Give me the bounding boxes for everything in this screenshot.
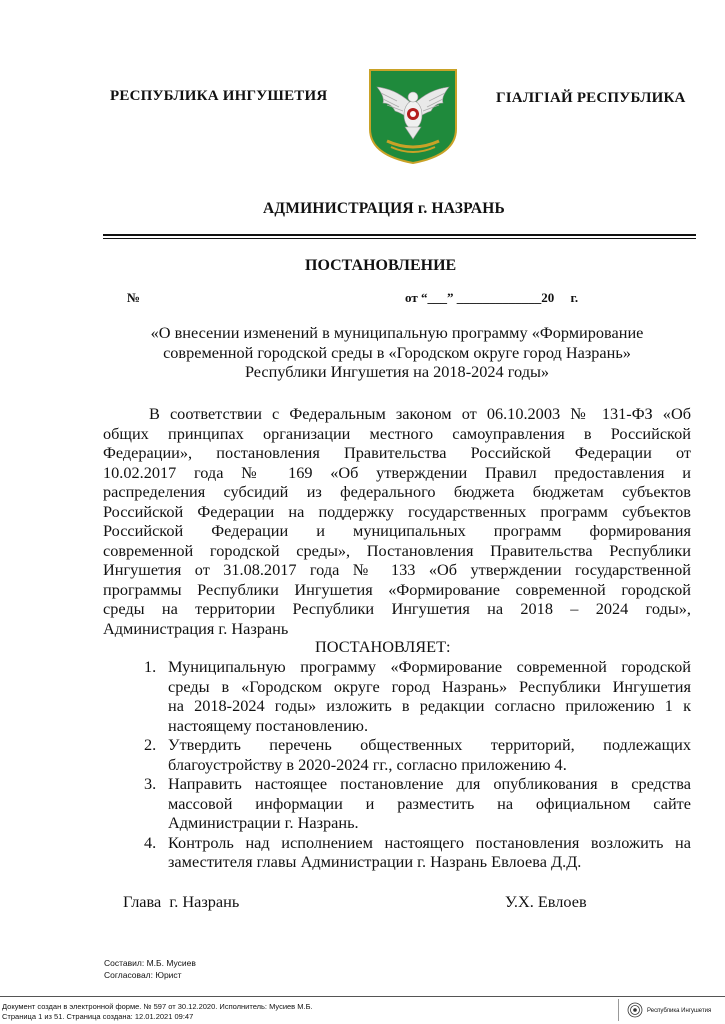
list-item-line: на 2018-2024 годы» изложить в редакции согласно приложению 1 к — [168, 696, 691, 715]
footer-brand-text: Республика Ингушетия — [647, 1008, 712, 1014]
preamble-line: Ингушетия от 31.08.2017 года № 133 «Об утверждении государственной — [103, 560, 691, 579]
list-item — [144, 774, 691, 833]
preamble-line: Российской Федерации и муниципальных программ формирования — [103, 521, 691, 540]
preamble-line: распределения субсидий из федерального бюджета бюджетам субъектов — [103, 482, 691, 501]
list-item-number: 1. — [144, 657, 157, 676]
list-item-line: массовой информации и разместить на официальном сайте — [168, 793, 691, 813]
header-divider — [103, 234, 696, 236]
resolves-heading: ПОСТАНОВЛЯЕТ: — [315, 637, 451, 656]
footer-page-info: Страница 1 из 51. Страница создана: 12.01.2021 09:47 — [2, 1012, 194, 1021]
document-type: ПОСТАНОВЛЕНИЕ — [305, 257, 457, 274]
list-item-line: настоящему постановлению. — [168, 715, 369, 735]
document-date-line: от “___” _____________20 г. — [405, 290, 579, 305]
preamble-line: общих принципах организации местного самоуправления в Российской — [103, 423, 691, 443]
document-subject — [103, 323, 691, 382]
administration-title: АДМИНИСТРАЦИЯ г. НАЗРАНЬ — [263, 200, 505, 217]
compiled-by: Составил: М.Б. Мусиев — [104, 958, 196, 968]
list-item-line: Утвердить перечень общественных территорий, подлежащих — [168, 735, 691, 754]
preamble-line: Администрация г. Назрань — [103, 618, 289, 638]
agreed-by: Согласовал: Юрист — [104, 970, 182, 980]
list-item-number: 4. — [144, 832, 157, 852]
list-item — [144, 833, 691, 872]
list-item — [144, 657, 691, 735]
document-number-label: № — [127, 290, 141, 305]
footer-brand — [618, 999, 723, 1021]
list-item-line: Контроль над исполнением настоящего постановления возложить на — [168, 832, 691, 852]
preamble-line: 10.02.2017 года № 169 «Об утверждении Правил предоставления и — [103, 462, 691, 482]
preamble-line: В соответствии с Федеральным законом от 06.10.2003 № 131-ФЗ «Об — [149, 404, 691, 423]
preamble-line: Российской Федерации на поддержку государственных программ субъектов — [103, 501, 691, 521]
list-item-number: 2. — [144, 735, 157, 754]
subject-line: современной городской среды в «Городском округе город Назрань» — [163, 342, 631, 362]
list-item-line: среды в «Городском округе город Назрань» Республики Ингушетия — [168, 676, 691, 696]
list-item-line: благоустройству в 2020-2024 гг., согласно приложению 4. — [168, 754, 567, 774]
republic-emblem-icon — [627, 1002, 643, 1018]
preamble-paragraph — [103, 404, 691, 638]
subject-line: «О внесении изменений в муниципальную программу «Формирование — [150, 323, 644, 342]
list-item-number: 3. — [144, 774, 157, 793]
preamble-line: среды на территории Республики Ингушетия на 2018 – 2024 годы», — [103, 599, 691, 618]
footer-doc-info: Документ создан в электронной форме. № 597 от 30.12.2020. Исполнитель: Мусиев М.Б. — [2, 1002, 313, 1011]
list-item — [144, 735, 691, 774]
signatory-name: У.Х. Евлоев — [505, 892, 587, 911]
signatory-position: Глава г. Назрань — [123, 892, 240, 911]
header-divider-thin — [103, 238, 696, 239]
list-item-line: Направить настоящее постановление для опубликования в средства — [168, 774, 691, 793]
preamble-line: программы Республики Ингушетия «Формирование современной городской — [103, 579, 691, 599]
header-republic-ru: РЕСПУБЛИКА ИНГУШЕТИЯ — [110, 88, 328, 104]
list-item-line: заместителя главы Администрации г. Назрань Евлоева Д.Д. — [168, 852, 582, 871]
list-item-line: Администрации г. Назрань. — [168, 813, 359, 832]
preamble-line: современной городской среды», Постановления Правительства Республики — [103, 540, 691, 560]
resolution-list — [144, 657, 691, 872]
subject-line: Республики Ингушетия на 2018-2024 годы» — [244, 362, 550, 381]
list-item-line: Муниципальную программу «Формирование современной городской — [168, 657, 691, 676]
footer-divider — [0, 996, 725, 997]
preamble-line: Федерации», постановления Правительства Российской Федерации от — [103, 443, 691, 462]
header-republic-ing: ГIАЛГIАЙ РЕСПУБЛИКА — [496, 90, 686, 106]
ingushetia-coat-of-arms-icon — [367, 67, 459, 165]
